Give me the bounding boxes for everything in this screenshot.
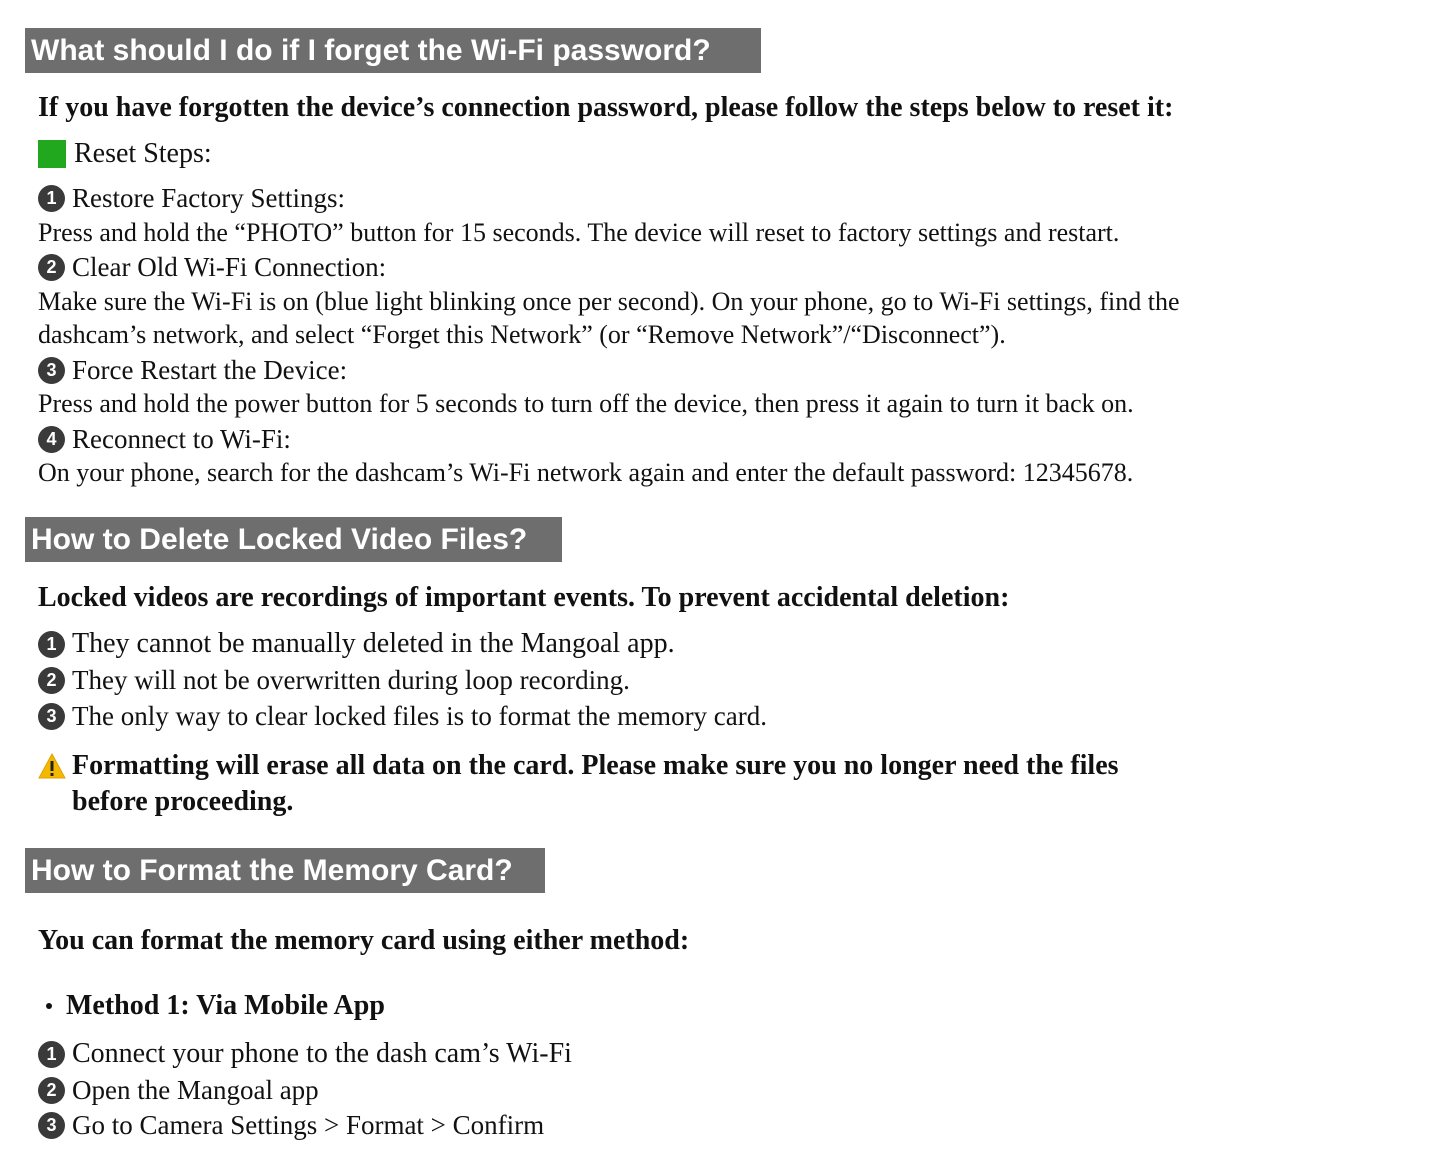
step-title-text: Reconnect to Wi-Fi:: [72, 424, 291, 454]
section-lead: If you have forgotten the device’s connection password, please follow the steps below to reset it:: [38, 92, 1174, 123]
method-title-text: Method 1: Via Mobile App: [66, 990, 385, 1021]
warning-line: Formatting will erase all data on the card. Please make sure you no longer need the files: [72, 750, 1119, 781]
step-body-line: dashcam’s network, and select “Forget this Network” (or “Remove Network”/“Disconnect”).: [38, 320, 1006, 349]
list-item: [38, 701, 767, 732]
list-item-text: They cannot be manually deleted in the Mangoal app.: [72, 628, 675, 659]
number-circle-icon: 2: [38, 667, 65, 694]
green-square-icon: [38, 140, 66, 168]
list-item-text: Connect your phone to the dash cam’s Wi-Fi: [72, 1038, 572, 1069]
number-circle-icon: 1: [38, 185, 65, 212]
warning-line: before proceeding.: [72, 786, 294, 817]
number-circle-icon: 2: [38, 254, 65, 281]
number-circle-icon: 3: [38, 357, 65, 384]
reset-steps-text: Reset Steps:: [74, 138, 212, 169]
list-item-text: The only way to clear locked files is to format the memory card.: [72, 701, 768, 731]
section-heading-format-card: How to Format the Memory Card?: [25, 848, 545, 893]
method-title: [46, 990, 385, 1022]
number-circle-icon: 3: [38, 703, 65, 730]
step-title: [38, 424, 291, 455]
list-item: [38, 1075, 319, 1106]
number-circle-icon: 4: [38, 426, 65, 453]
warning-note: [38, 748, 1119, 820]
section-lead: You can format the memory card using either method:: [38, 925, 690, 956]
warning-triangle-icon: [38, 753, 66, 779]
list-item-text: They will not be overwritten during loop recording.: [72, 665, 630, 695]
step-body: Press and hold the “PHOTO” button for 15 seconds. The device will reset to factory settings and restart.: [38, 218, 1120, 247]
step-title: [38, 252, 386, 283]
step-title: [38, 183, 345, 214]
list-item-text: Go to Camera Settings > Format > Confirm: [72, 1110, 545, 1140]
number-circle-icon: 1: [38, 631, 65, 658]
step-title-text: Force Restart the Device:: [72, 355, 348, 385]
reset-steps-label: [38, 138, 212, 170]
step-title-text: Clear Old Wi-Fi Connection:: [72, 252, 387, 282]
section-lead: Locked videos are recordings of important events. To prevent accidental deletion:: [38, 582, 1010, 613]
step-title: [38, 355, 347, 386]
section-heading-wifi-password: What should I do if I forget the Wi-Fi password?: [25, 28, 761, 73]
bullet-dot-icon: [46, 1003, 52, 1009]
list-item: [38, 1110, 544, 1141]
step-body: On your phone, search for the dashcam’s Wi-Fi network again and enter the default password: 12345678.: [38, 458, 1134, 487]
list-item: [38, 628, 675, 660]
number-circle-icon: 1: [38, 1041, 65, 1068]
list-item-text: Open the Mangoal app: [72, 1075, 319, 1105]
list-item: [38, 665, 630, 696]
step-title-text: Restore Factory Settings:: [72, 183, 345, 213]
list-item: [38, 1038, 572, 1070]
step-body: Press and hold the power button for 5 seconds to turn off the device, then press it again to turn it back on.: [38, 389, 1134, 418]
step-body-line: Make sure the Wi-Fi is on (blue light blinking once per second). On your phone, go to Wi-Fi settings, find the: [38, 287, 1180, 316]
number-circle-icon: 2: [38, 1077, 65, 1104]
section-heading-locked-videos: How to Delete Locked Video Files?: [25, 517, 562, 562]
number-circle-icon: 3: [38, 1112, 65, 1139]
